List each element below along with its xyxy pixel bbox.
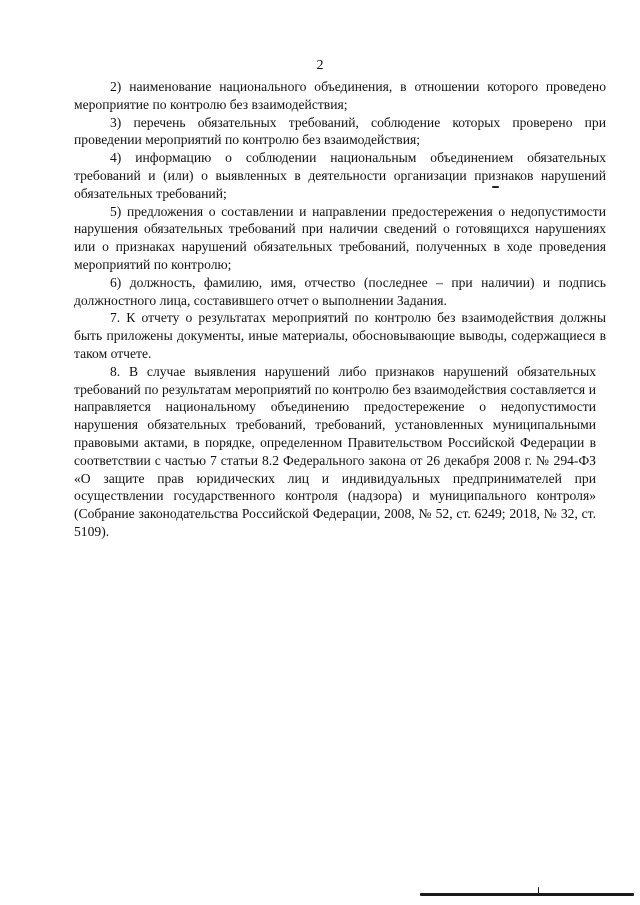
paragraph-clause-7: 7. К отчету о результатах мероприятий по контролю без взаимодействия должны быть приложены документы, иные материалы, обосновывающие выводы, содержащиеся в таком отчете. <box>74 310 606 361</box>
scan-mark <box>420 893 634 896</box>
page-number: 2 <box>316 58 324 73</box>
paragraph-item-3: 3) перечень обязательных требований, соблюдение которых проверено при проведении мероприятий по контролю без взаимодействия; <box>74 114 606 148</box>
paragraph-item-6: 6) должность, фамилию, имя, отчество (последнее – при наличии) и подпись должностного лица, составившего отчет о выполнении Задания. <box>74 274 606 308</box>
paragraph-item-2: 2) наименование национального объединения, в отношении которого проведено мероприятие по контролю без взаимодействия; <box>74 79 606 112</box>
paragraph-item-5: 5) предложения о составлении и направлении предостережения о недопустимости нарушения обязательных требований при наличии сведений о готовящихся нарушениях или о признаках нарушений обязательных требований, полученных в ходе проведения мероприятий по контролю; <box>74 203 606 272</box>
paragraph-clause-8: 8. В случае выявления нарушений либо признаков нарушений обязательных требований по результатам мероприятий по контролю без взаимодействия составляется и направляется национальному объединению предостережение о недопустимости нарушения обязательных требований, требований, установленных муниципальными правовыми актами, в порядке, определенном Правительством Российской Федерации в соответствии с частью 7 статьи 8.2 Федерального закона от 26 декабря 2008 г. № 294-ФЗ «О защите прав юридических лиц и индивидуальных предпринимателей при осуществлении государственного контроля (надзора) и муниципального контроля» (Собрание законодательства Российской Федерации, 2008, № 52, ст. 6249; 2018, № 32, ст. 5109). <box>74 363 596 539</box>
scan-mark <box>538 887 539 896</box>
paragraph-item-4: 4) информацию о соблюдении национальным объединением обязательных требований и (или) о выявленных в деятельности организации признаков нарушений обязательных требований; <box>74 150 606 201</box>
document-body <box>74 78 606 541</box>
scan-mark <box>492 186 499 188</box>
